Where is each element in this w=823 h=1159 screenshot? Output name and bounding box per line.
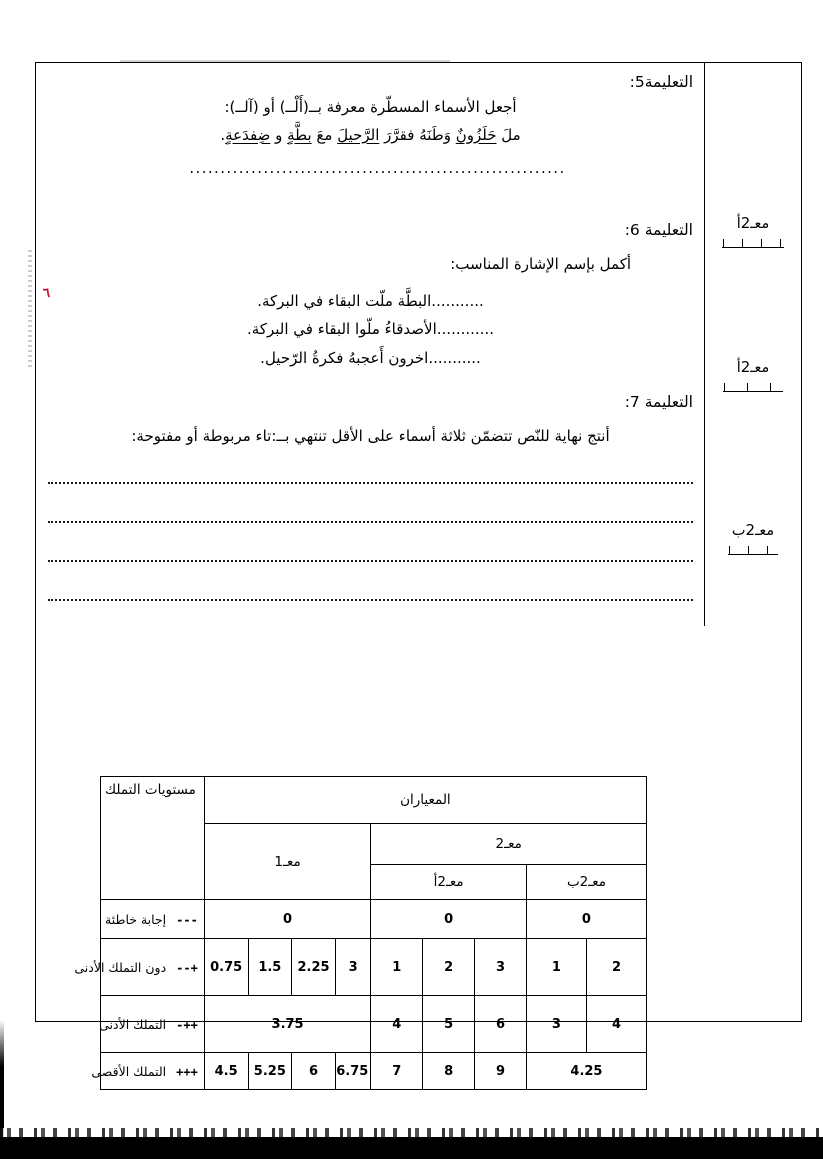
task-6-item-2-text: الأصدقاءُ ملّوا البقاء في البركة. bbox=[247, 320, 437, 338]
score-row-label-1 bbox=[101, 900, 205, 939]
criteria-marker-2 bbox=[705, 359, 801, 392]
criteria-marker-2-label: معـ2أ bbox=[736, 358, 770, 376]
cell-crit2a-value[interactable]: 0 bbox=[371, 900, 527, 939]
task-7-answer-line-2[interactable] bbox=[48, 521, 693, 523]
score-row-label-2 bbox=[74, 939, 205, 996]
task-6-item-1-text: البطَّة ملّت البقاء في البركة. bbox=[257, 291, 432, 310]
cell-crit1-value[interactable]: 0 bbox=[204, 900, 371, 939]
sentence-part-underlined: ضِفدَعةٍ bbox=[225, 125, 271, 144]
score-table-row bbox=[101, 996, 647, 1053]
score-row-symbol-1: --- bbox=[176, 912, 198, 927]
score-table-row bbox=[101, 939, 647, 996]
task-7 bbox=[36, 393, 705, 448]
criteria-marker-3-label: معـ2ب bbox=[731, 521, 775, 539]
cell-crit2b-value[interactable]: 0 bbox=[526, 900, 646, 939]
criterion-2-header: معـ2 bbox=[371, 824, 647, 865]
score-row-text-4: التملك الأقصى bbox=[91, 1063, 167, 1079]
score-row-label-3 bbox=[101, 996, 205, 1053]
sentence-part: و bbox=[270, 125, 288, 144]
score-row-text-3: التملك الأدنى bbox=[99, 1016, 167, 1032]
cell-crit1-value[interactable]: 0.75 bbox=[204, 939, 248, 996]
score-table-corner-header: مستويات التملك bbox=[101, 777, 205, 900]
score-table-header-row-1 bbox=[101, 777, 647, 824]
teacher-red-mark: ٦ bbox=[42, 285, 51, 302]
task-6-item-3-blank[interactable]: ........... bbox=[428, 348, 481, 367]
score-row-symbol-4: +++ bbox=[176, 1064, 198, 1079]
sentence-part-underlined: حَلَزُونٌ bbox=[455, 125, 497, 144]
criteria-marker-3-scale bbox=[728, 542, 778, 555]
task-7-answer-line-3[interactable] bbox=[48, 560, 693, 562]
score-table-row bbox=[101, 1053, 647, 1090]
cell-crit1-value[interactable]: 2.25 bbox=[292, 939, 336, 996]
score-row-symbol-2: +-- bbox=[176, 960, 198, 975]
task-6-item-1-blank[interactable]: ........... bbox=[431, 291, 484, 310]
task-7-answer-line-4[interactable] bbox=[48, 599, 693, 601]
criteria-marker-1-label: معـ2أ bbox=[736, 214, 770, 232]
cell-crit1-value[interactable]: 1.5 bbox=[248, 939, 292, 996]
exam-frame bbox=[35, 62, 802, 1079]
sentence-part: وَطَنَهُ فقرَّرَ bbox=[379, 125, 456, 144]
task-6-title: التعليمة 6: bbox=[624, 221, 693, 239]
task-5-prompt: أجعل الأسماء المسطّرة معرفة بــ(أَلْــ) أو (آلــ): bbox=[224, 98, 517, 116]
cell-crit1-value[interactable]: 6.75 bbox=[335, 1053, 370, 1090]
criteria-group-header: المعياران bbox=[204, 777, 646, 824]
cell-crit2a-value[interactable]: 3 bbox=[475, 939, 527, 996]
sentence-part: معَ bbox=[311, 125, 338, 144]
task-6-item-2[interactable] bbox=[36, 312, 705, 341]
criterion-2b-header: معـ2ب bbox=[526, 865, 646, 900]
cell-crit1-value[interactable]: 5.25 bbox=[248, 1053, 292, 1090]
cell-crit2a-value[interactable]: 1 bbox=[371, 939, 423, 996]
sentence-part: ملَ bbox=[496, 125, 521, 144]
criteria-marker-1-scale bbox=[722, 235, 784, 248]
cell-crit2a-value[interactable]: 7 bbox=[371, 1053, 423, 1090]
score-table bbox=[74, 776, 647, 1081]
criteria-marker-1 bbox=[705, 215, 801, 248]
score-row-text-2: دون التملك الأدنى bbox=[74, 959, 167, 975]
task-5-sentence bbox=[36, 119, 705, 147]
task-6-item-2-blank[interactable]: ............ bbox=[436, 320, 494, 338]
task-7-title: التعليمة 7: bbox=[624, 393, 693, 411]
task-5-answer-line[interactable]: ............................................................. bbox=[189, 158, 566, 177]
cell-crit1-value[interactable]: 6 bbox=[292, 1053, 336, 1090]
score-table-grid bbox=[74, 776, 647, 1090]
task-6 bbox=[36, 221, 705, 369]
scan-artifact-smudge bbox=[28, 250, 32, 370]
cell-crit1-value[interactable]: 3.75 bbox=[204, 996, 371, 1053]
cell-crit2a-value[interactable]: 8 bbox=[423, 1053, 475, 1090]
scan-artifact-noise bbox=[0, 1128, 823, 1137]
cell-crit2b-value[interactable]: 4.25 bbox=[526, 1053, 646, 1090]
score-row-text-1: إجابة خاطئة bbox=[105, 911, 167, 927]
cell-crit2a-value[interactable]: 4 bbox=[371, 996, 423, 1053]
criterion-1-header: معـ1 bbox=[204, 824, 371, 900]
task-5 bbox=[36, 73, 705, 180]
cell-crit2b-value[interactable]: 4 bbox=[586, 996, 646, 1053]
task-6-item-3[interactable] bbox=[36, 341, 705, 370]
cell-crit2a-value[interactable]: 6 bbox=[475, 996, 527, 1053]
criteria-marker-2-scale bbox=[723, 379, 783, 392]
score-table-row bbox=[101, 900, 647, 939]
sentence-part: . bbox=[220, 125, 226, 144]
cell-crit2a-value[interactable]: 5 bbox=[423, 996, 475, 1053]
cell-crit2b-value[interactable]: 3 bbox=[526, 996, 586, 1053]
cell-crit2a-value[interactable]: 9 bbox=[475, 1053, 527, 1090]
score-row-symbol-3: ++- bbox=[176, 1017, 198, 1032]
cell-crit2b-value[interactable]: 1 bbox=[526, 939, 586, 996]
cell-crit2a-value[interactable]: 2 bbox=[423, 939, 475, 996]
task-6-prompt: أكمل بإسم الإشارة المناسب: bbox=[450, 255, 631, 273]
task-5-title: التعليمة5: bbox=[629, 73, 693, 91]
task-7-answer-line-1[interactable] bbox=[48, 482, 693, 484]
scan-artifact-left-edge bbox=[0, 0, 4, 1159]
score-row-label-4 bbox=[91, 1053, 205, 1090]
cell-crit1-value[interactable]: 3 bbox=[335, 939, 370, 996]
criteria-marker-3 bbox=[705, 522, 801, 555]
task-6-item-3-text: اخرون أَعجبهُ فكرةُ الرّحيل. bbox=[260, 348, 429, 367]
cell-crit2b-value[interactable]: 2 bbox=[586, 939, 646, 996]
scan-artifact-bottom-band bbox=[0, 1137, 823, 1159]
task-7-prompt: أنتج نهاية للنّص تتضمّن ثلاثة أسماء على الأقل تنتهي بــ:تاء مربوطة أو مفتوحة: bbox=[131, 427, 610, 445]
sentence-part-underlined: بطَّةٍ bbox=[287, 125, 312, 144]
criterion-2a-header: معـ2أ bbox=[371, 865, 527, 900]
cell-crit1-value[interactable]: 4.5 bbox=[204, 1053, 248, 1090]
task-6-item-1[interactable] bbox=[36, 276, 705, 313]
sentence-part-underlined: الرَّحيلَ bbox=[337, 125, 380, 144]
